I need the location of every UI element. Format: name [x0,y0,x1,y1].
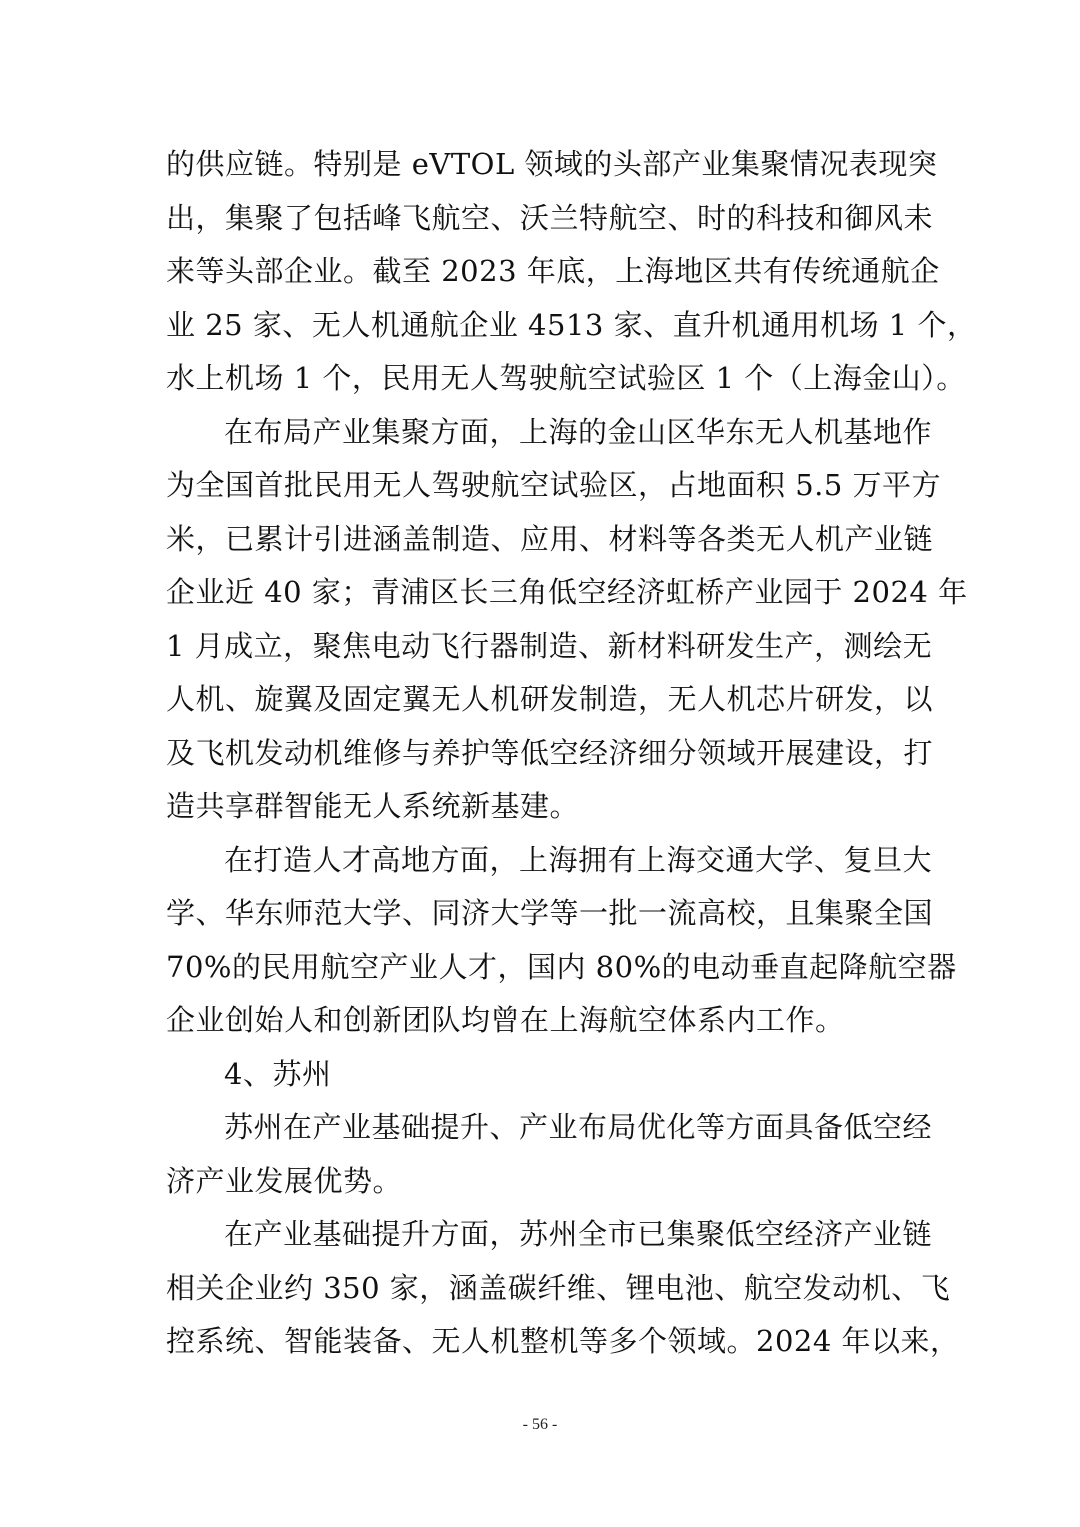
text-line-19: 苏州在产业基础提升、产业布局优化等方面具备低空经 [224,1110,933,1144]
text-line-7: 为全国首批民用无人驾驶航空试验区，占地面积 5.5 万平方 [166,468,942,502]
section-heading-suzhou: 4、苏州 [224,1056,332,1091]
text-line-12: 及飞机发动机维修与养护等低空经济细分领域开展建设，打 [166,735,934,770]
text-line-13: 造共享群智能无人系统新基建。 [166,789,580,823]
text-line-22: 相关企业约 350 家，涵盖碳纤维、锂电池、航空发动机、飞 [166,1270,951,1305]
text-line-1: 的供应链。特别是 eVTOL 领域的头部产业集聚情况表现突 [166,147,938,181]
text-line-23: 控系统、智能装备、无人机整机等多个领域。2024 年以来， [166,1324,960,1358]
text-line-15: 学、华东师范大学、同济大学等一批一流高校，且集聚全国 [166,896,934,930]
text-line-10: 1 月成立，聚焦电动飞行器制造、新材料研发生产，测绘无 [166,628,933,663]
text-line-6: 在布局产业集聚方面，上海的金山区华东无人机基地作 [224,414,933,449]
text-line-2: 出，集聚了包括峰飞航空、沃兰特航空、时的科技和御风未 [166,200,934,235]
body-text [166,138,977,1369]
text-line-21: 在产业基础提升方面，苏州全市已集聚低空经济产业链 [224,1217,933,1251]
text-line-4: 业 25 家、无人机通航企业 4513 家、直升机通用机场 1 个， [166,307,977,342]
text-line-16: 70%的民用航空产业人才，国内 80%的电动垂直起降航空器 [166,949,957,984]
text-line-9: 企业近 40 家；青浦区长三角低空经济虹桥产业园于 2024 年 [166,575,968,609]
text-line-8: 米，已累计引进涵盖制造、应用、材料等各类无人机产业链 [166,521,934,556]
text-line-14: 在打造人才高地方面，上海拥有上海交通大学、复旦大 [224,842,933,877]
text-line-5: 水上机场 1 个，民用无人驾驶航空试验区 1 个（上海金山）。 [166,361,966,395]
text-line-11: 人机、旋翼及固定翼无人机研发制造，无人机芯片研发，以 [166,682,934,716]
text-line-17: 企业创始人和创新团队均曾在上海航空体系内工作。 [166,1003,845,1037]
text-line-20: 济产业发展优势。 [166,1163,403,1198]
page-number: - 56 - [522,1416,558,1433]
text-line-3: 来等头部企业。截至 2023 年底，上海地区共有传统通航企 [166,254,940,288]
